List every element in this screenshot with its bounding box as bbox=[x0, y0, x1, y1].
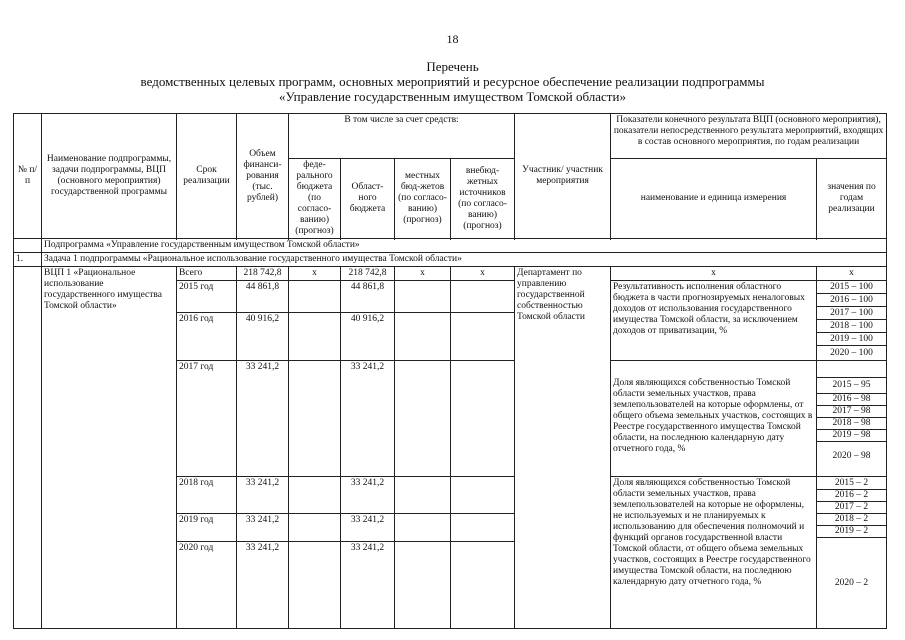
year-volume: 40 916,2 bbox=[237, 312, 289, 360]
year-federal bbox=[289, 514, 341, 542]
indicator-value: 2015 – 100 bbox=[830, 282, 873, 292]
vcp-participant: Департамент по управлению государственной собственностью Томской области bbox=[515, 267, 611, 629]
indicator-value: 2019 – 98 bbox=[817, 429, 886, 441]
indicator-3-name: Доля являющихся собственностью Томской области земельных участков, права землепользователей на которые не оформлены, не используемых и не планируемых к использованию для обеспечения полномочий и функций органов государственной власти Томской области, от общего объема земельных участков, состоящих в Реестре государственного имущества Томской области, на последнюю календарную дату отчетного года, % bbox=[611, 477, 817, 629]
indicator-2-values bbox=[817, 361, 887, 477]
year-period: 2019 год bbox=[177, 514, 237, 542]
indicator-value: 2017 – 2 bbox=[817, 501, 886, 513]
vcp-num bbox=[14, 267, 42, 629]
total-volume: 218 742,8 bbox=[237, 267, 289, 281]
header-including: В том числе за счет средств: bbox=[289, 114, 515, 159]
year-federal bbox=[289, 281, 341, 313]
year-regional: 33 241,2 bbox=[341, 514, 395, 542]
page-number: 18 bbox=[446, 32, 459, 46]
year-regional: 40 916,2 bbox=[341, 312, 395, 360]
header-indicators: Показатели конечного результата ВЦП (основного мероприятия), показатели непосредственного результата мероприятий, входящих в состав основного мероприятия, по годам реализации bbox=[611, 114, 887, 159]
year-period: 2017 год bbox=[177, 361, 237, 477]
year-regional: 44 861,8 bbox=[341, 281, 395, 313]
indicator-value: 2020 – 2 bbox=[817, 537, 886, 628]
header-regional: Област-ного бюджета bbox=[341, 159, 395, 239]
indicator-value: 2018 – 2 bbox=[817, 513, 886, 525]
year-federal bbox=[289, 477, 341, 514]
header-name: Наименование подпрограммы, задачи подпрограммы, ВЦП (основного мероприятия) государственной программы bbox=[42, 114, 177, 239]
year-local bbox=[395, 477, 451, 514]
indicator-3-values bbox=[817, 477, 887, 629]
indicator-value: 2017 – 100 bbox=[817, 306, 886, 319]
year-regional: 33 241,2 bbox=[341, 542, 395, 629]
year-regional: 33 241,2 bbox=[341, 477, 395, 514]
indicator-value: 2016 – 98 bbox=[817, 393, 886, 405]
header-ind-name: наименование и единица измерения bbox=[611, 159, 817, 239]
indicator-value: 2016 – 100 bbox=[817, 293, 886, 306]
year-period: 2016 год bbox=[177, 312, 237, 360]
year-volume: 33 241,2 bbox=[237, 542, 289, 629]
indicator-value: 2015 – 2 bbox=[834, 478, 869, 488]
header-participant: Участник/ участник мероприятия bbox=[515, 114, 611, 239]
indicator-value: 2020 – 98 bbox=[817, 441, 886, 470]
task-num: 1. bbox=[14, 253, 42, 267]
vcp-name: ВЦП 1 «Рациональное использование государственного имущества Томской области» bbox=[42, 267, 177, 629]
subprogram-row: Подпрограмма «Управление государственным имуществом Томской области» bbox=[42, 239, 887, 253]
total-regional: 218 742,8 bbox=[341, 267, 395, 281]
header-local: местных бюд-жетов (по согласо-ванию) (прогноз) bbox=[395, 159, 451, 239]
total-ind-value: х bbox=[817, 267, 887, 281]
title-line-3: «Управление государственным имуществом Томской области» bbox=[279, 89, 626, 104]
header-ind-values: значения по годам реализации bbox=[817, 159, 887, 239]
year-local bbox=[395, 361, 451, 477]
indicator-value: 2018 – 98 bbox=[817, 417, 886, 429]
total-local: х bbox=[395, 267, 451, 281]
year-local bbox=[395, 514, 451, 542]
year-regional: 33 241,2 bbox=[341, 361, 395, 477]
total-period: Всего bbox=[177, 267, 237, 281]
year-local bbox=[395, 312, 451, 360]
total-ind-name: х bbox=[611, 267, 817, 281]
indicator-value: 2017 – 98 bbox=[817, 405, 886, 417]
total-federal: х bbox=[289, 267, 341, 281]
year-federal bbox=[289, 361, 341, 477]
year-period: 2018 год bbox=[177, 477, 237, 514]
year-local bbox=[395, 281, 451, 313]
year-extra bbox=[451, 477, 515, 514]
task-row: Задача 1 подпрограммы «Рациональное использование государственного имущества Томской области» bbox=[42, 253, 887, 267]
header-extra: внебюд-жетных источников (по согласо-ванию) (прогноз) bbox=[451, 159, 515, 239]
header-num: № п/п bbox=[14, 114, 42, 239]
year-local bbox=[395, 542, 451, 629]
year-volume: 44 861,8 bbox=[237, 281, 289, 313]
indicator-value: 2015 – 95 bbox=[817, 377, 886, 393]
year-federal bbox=[289, 542, 341, 629]
header-period: Срок реализации bbox=[177, 114, 237, 239]
header-federal: феде-рального бюджета (по согласо-ванию) (прогноз) bbox=[289, 159, 341, 239]
year-period: 2015 год bbox=[177, 281, 237, 313]
indicator-value: 2016 – 2 bbox=[817, 489, 886, 501]
title-line-2: ведомственных целевых программ, основных мероприятий и ресурсное обеспечение реализации подпрограммы bbox=[140, 74, 765, 89]
subprogram-num bbox=[14, 239, 42, 253]
indicator-2-name bbox=[611, 361, 817, 477]
year-extra bbox=[451, 514, 515, 542]
year-volume: 33 241,2 bbox=[237, 477, 289, 514]
total-extra: х bbox=[451, 267, 515, 281]
year-federal bbox=[289, 312, 341, 360]
year-volume: 33 241,2 bbox=[237, 361, 289, 477]
indicator-value: 2020 – 100 bbox=[817, 345, 886, 360]
header-volume: Объем финанси-рования (тыс. рублей) bbox=[237, 114, 289, 239]
year-extra bbox=[451, 361, 515, 477]
indicator-1-name: Результативность исполнения областного бюджета в части прогнозируемых неналоговых доходов от использования государственного имущества Томской области, за исключением доходов от приватизации, % bbox=[611, 281, 817, 361]
indicator-value: 2019 – 100 bbox=[817, 332, 886, 345]
year-extra bbox=[451, 281, 515, 313]
indicator-value: 2018 – 100 bbox=[817, 319, 886, 332]
year-period: 2020 год bbox=[177, 542, 237, 629]
program-table bbox=[13, 113, 887, 629]
title-line-1: Перечень bbox=[426, 59, 479, 74]
indicator-1-values bbox=[817, 281, 887, 361]
indicator-2-text: Доля являющихся собственностью Томской области земельных участков, права землепользователей на которые оформлены, от общего объема земельных участков, состоящих в Реестре государственного имущества Томской области, на последнюю календарную дату отчетного года, % bbox=[613, 378, 813, 454]
year-extra bbox=[451, 312, 515, 360]
year-volume: 33 241,2 bbox=[237, 514, 289, 542]
indicator-value: 2019 – 2 bbox=[817, 525, 886, 537]
year-extra bbox=[451, 542, 515, 629]
